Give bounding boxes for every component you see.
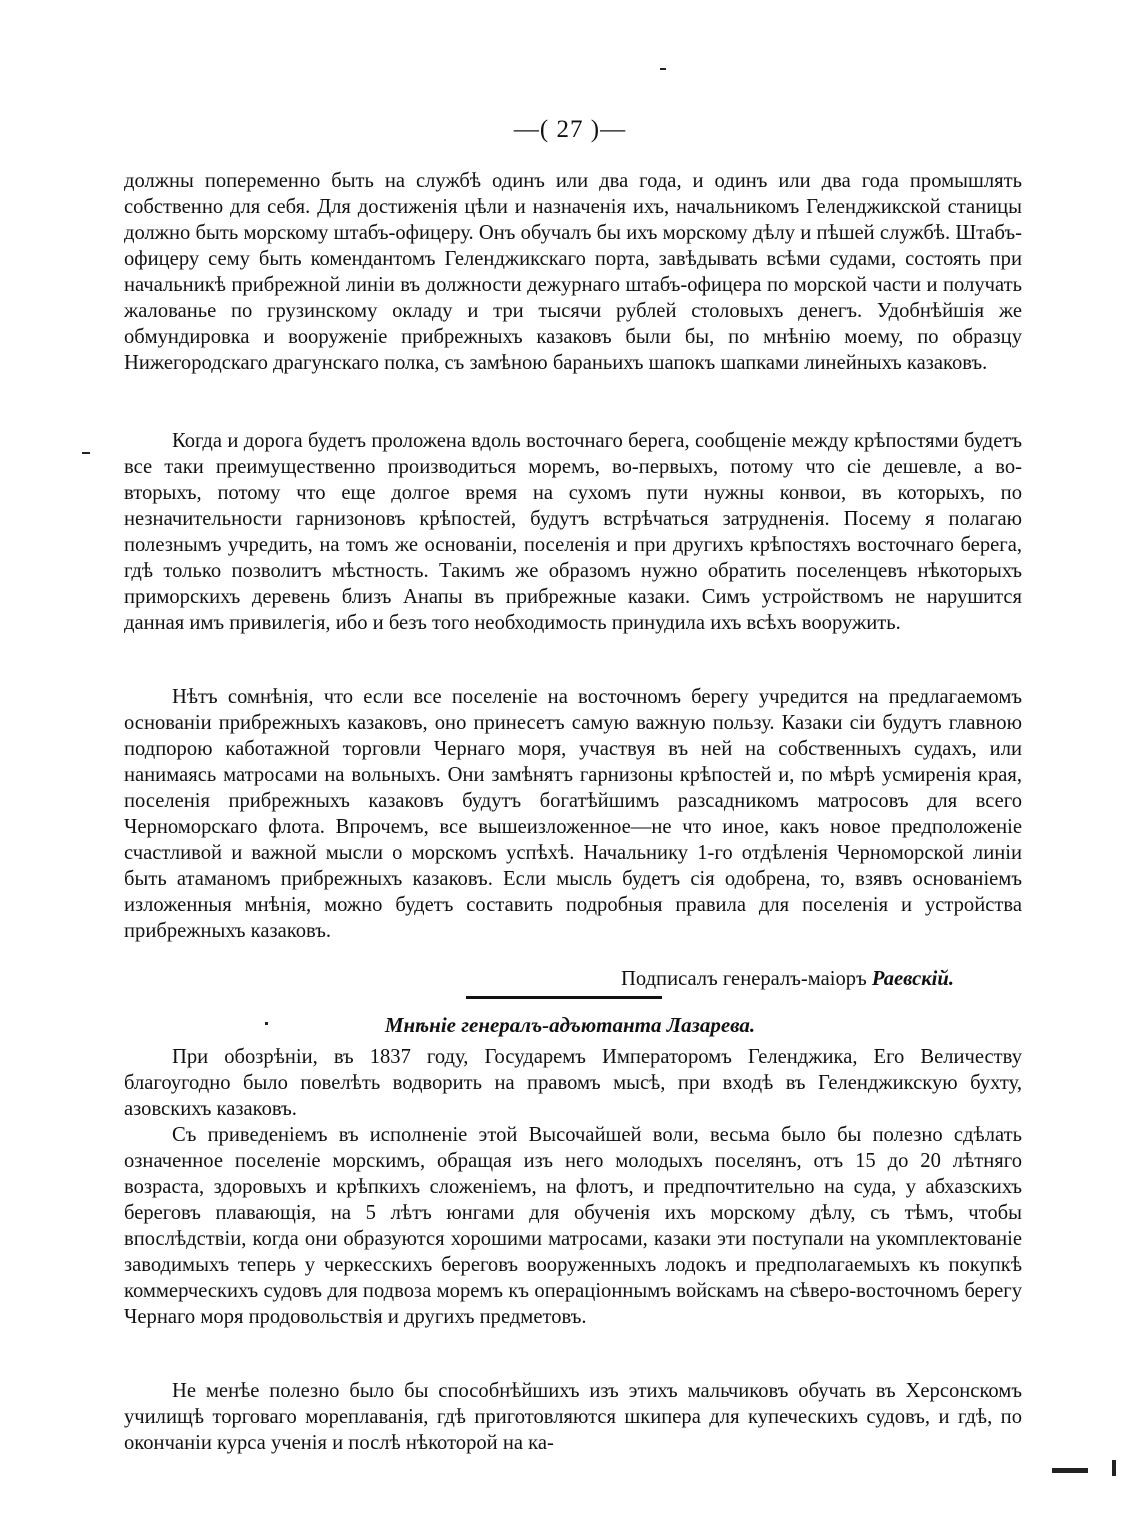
paragraph-training: Не менѣе полезно было бы способнѣйшихъ изъ этихъ мальчиковъ обучать въ Херсонскомъ училищѣ торговаго мореплаванія, гдѣ приготовляются шкипера для купеческихъ судовъ, и гдѣ, по окончаніи курса ученія и послѣ нѣкоторой на ка- (124, 1380, 1022, 1454)
scan-mark-bottom-edge (1112, 1460, 1116, 1476)
page-number: —( 27 )— (513, 116, 627, 143)
paragraph-roads: Когда и дорога будетъ проложена вдоль восточнаго берега, сообщеніе между крѣпостями будетъ все таки преимущественно производиться моремъ, во-первыхъ, потому что сіе дешевле, а во-вторыхъ, потому что еще долгое время на сухомъ пути нужны конвои, въ которыхъ, по незначительности гарнизоновъ крѣпостей, будутъ встрѣчаться затрудненія. Посему я полагаю полезнымъ учредить, на томъ же основаніи, поселенія и при другихъ крѣпостяхъ восточнаго берега, гдѣ только позволитъ мѣстность. Такимъ же образомъ нужно обратить поселенцевъ нѣкоторыхъ приморскихъ деревень близъ Анапы въ прибрежные казаки. Симъ устройствомъ не нарушится данная имъ привилегія, ибо и безъ того необходимость принудила ихъ всѣхъ вооружить. (124, 430, 1022, 634)
scan-mark-bottom (1052, 1468, 1088, 1473)
scan-mark-left (82, 452, 90, 454)
signature-line (124, 966, 954, 992)
scan-mark-top (660, 68, 666, 70)
signature-text: Подписалъ генералъ-маіоръ (621, 968, 867, 990)
section-divider (466, 996, 662, 999)
paragraph-inspection: При обозрѣніи, въ 1837 году, Государемъ Императоромъ Геленджика, Его Величеству благоугодно было повелѣть водворить на правомъ мысѣ, при входѣ въ Геленджикскую бухту, азовскихъ казаковъ. (124, 1046, 1022, 1120)
section-heading: Мнѣніе генералъ-адъютанта Лазарева. (384, 1013, 756, 1037)
paragraph-continuation: должны попеременно быть на службѣ одинъ или два года, и одинъ или два года промышлять собственно для себя. Для достиженія цѣли и назначенія ихъ, начальникомъ Геленджикской станицы должно быть морскому штабъ-офицеру. Онъ обучалъ бы ихъ морскому дѣлу и пѣшей службѣ. Штабъ-офицеру сему быть комендантомъ Геленджикскаго порта, завѣдывать всѣми судами, состоять при начальникѣ прибрежной линіи въ должности дежурнаго штабъ-офицера по морской части и получать жалованье по грузинскому окладу и три тысячи рублей столовыхъ денегъ. Удобнѣйшія же обмундировка и вооруженіе прибрежныхъ казаковъ были бы, по мнѣнію моему, по образцу Нижегородскаго драгунскаго полка, съ замѣною бараньихъ шапокъ шапками линейныхъ казаковъ. (124, 170, 1022, 374)
paragraph-benefits: Нѣтъ сомнѣнія, что если все поселеніе на восточномъ берегу учредится на предлагаемомъ основаніи прибрежныхъ казаковъ, оно принесетъ самую важную пользу. Казаки сіи будутъ главною подпорою каботажной торговли Чернаго моря, участвуя въ ней на собственныхъ судахъ, или нанимаясь матросами на вольныхъ. Они замѣнятъ гарнизоны крѣпостей и, по мѣрѣ усмиренія края, поселенія прибрежныхъ казаковъ будутъ богатѣйшимъ разсадникомъ матросовъ для всего Черноморскаго флота. Впрочемъ, все вышеизложенное—не что иное, какъ новое предположеніе счастливой и важной мысли о морскомъ успѣхѣ. Начальнику 1-го отдѣленія Черноморской линіи быть атаманомъ прибрежныхъ казаковъ. Если мысль будетъ сія одобрена, то, взявъ основаніемъ изложенныя мнѣнія, можно будетъ составить подробныя правила для поселенія и устройства прибрежныхъ казаковъ. (124, 686, 1022, 942)
signature-name: Раевскій. (871, 968, 954, 990)
scan-mark-middle (265, 1022, 268, 1025)
paragraph-execution: Съ приведеніемъ въ исполненіе этой Высочайшей воли, весьма было бы полезно сдѣлать означенное поселеніе морскимъ, обращая изъ него молодыхъ поселянъ, отъ 15 до 20 лѣтняго возраста, здоровыхъ и крѣпкихъ сложеніемъ, на флотъ, и предпочтительно на суда, у абхазскихъ береговъ плавающія, на 5 лѣтъ юнгами для обученія ихъ морскому дѣлу, съ тѣмъ, чтобы впослѣдствіи, когда они образуются хорошими матросами, казаки эти поступали на укомплектованіе заводимыхъ теперь у черкесскихъ береговъ вооруженныхъ лодокъ и предполагаемыхъ къ покупкѣ коммерческихъ судовъ для подвоза моремъ къ операціоннымъ войскамъ на сѣверо-восточномъ берегу Чернаго моря продовольствія и другихъ предметовъ. (124, 1124, 1022, 1328)
